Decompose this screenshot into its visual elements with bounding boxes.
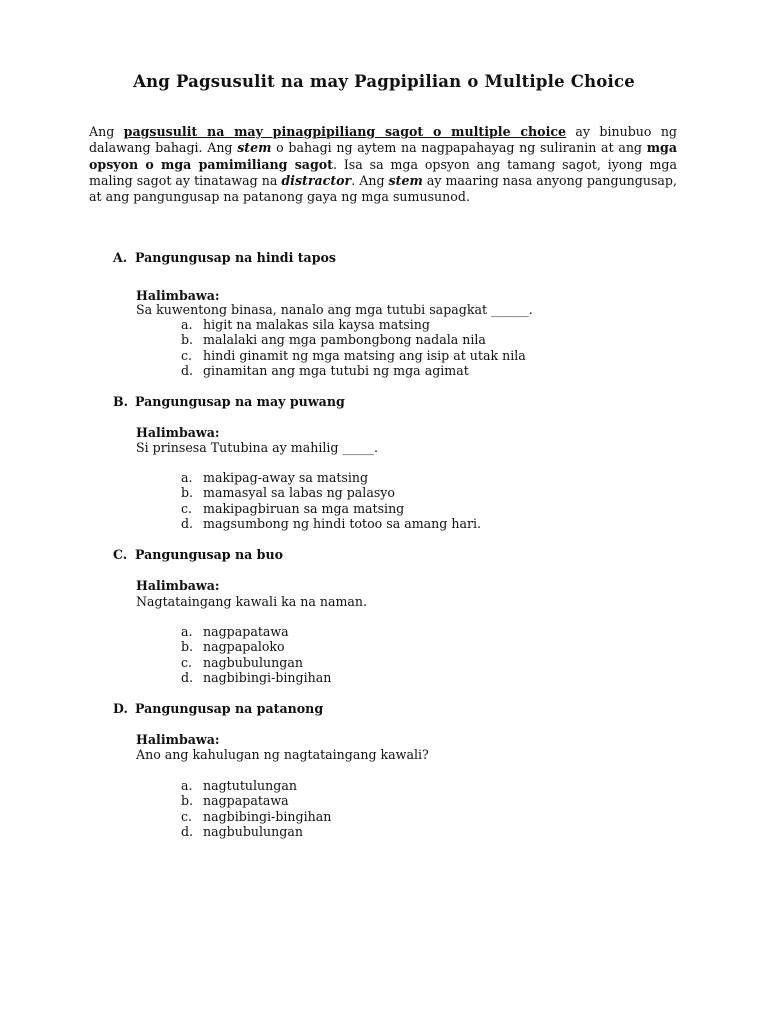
option-letter: b. [181,332,194,348]
option-text: nagbubulungan [203,654,303,670]
intro-text: ay maaring nasa anyong pangungusap, at ang pangungusap na patanong gaya ng mga sumusunod. [89,172,677,205]
intro-text: o bahagi ng aytem na nagpapahayag ng suliranin at ang [271,140,647,156]
section-a-options [181,317,526,378]
option-item [181,778,331,793]
option-text: nagpapatawa [203,624,289,639]
option-text: nagbubulungan [203,823,303,839]
section-c-example-label: Halimbawa: [136,578,220,593]
section-letter: A. [113,250,128,265]
section-d-heading [113,701,323,716]
intro-paragraph [89,124,677,205]
section-a-stem: Sa kuwentong binasa, nanalo ang mga tutubi sapagkat ______. [136,302,533,317]
section-d-example-label: Halimbawa: [136,732,220,747]
option-item [181,670,331,685]
section-d-options [181,778,331,839]
option-text: higit na malakas sila kaysa matsing [203,317,430,332]
intro-text: Ang [89,124,124,139]
option-letter: c. [181,500,193,516]
option-item [181,516,481,531]
intro-term-multiple-choice: pagsusulit na may pinagpipiliang sagot o multiple choice [123,124,567,139]
section-b-stem: Si prinsesa Tutubina ay mahilig _____. [136,440,378,455]
intro-text: . Ang [351,172,389,188]
option-text: makipagbiruan sa mga matsing [203,500,405,516]
intro-term-stem: stem [237,140,272,156]
section-title: Pangungusap na patanong [135,701,324,716]
option-letter: d. [181,515,194,531]
option-item [181,824,331,839]
option-letter: c. [181,808,193,824]
option-text: nagbibingi-bingihan [203,669,332,685]
section-d-stem: Ano ang kahulugan ng nagtataingang kawali? [136,747,429,762]
option-item [181,639,331,654]
section-letter: C. [113,547,128,562]
section-b-heading [113,394,345,409]
option-letter: b. [181,485,194,501]
section-c-stem: Nagtataingang kawali ka na naman. [136,594,368,609]
intro-text: ay binubuo ng dalawang bahagi. Ang [89,124,677,156]
option-letter: a. [181,317,193,332]
section-a-example-label: Halimbawa: [136,288,220,303]
option-item [181,348,526,363]
option-item [181,624,331,639]
option-letter: a. [181,778,193,793]
intro-term-options: mga opsyon o mga pamimiliang sagot [89,140,677,172]
option-letter: c. [181,654,193,670]
option-text: hindi ginamit ng mga matsing ang isip at utak nila [203,347,526,363]
option-item [181,470,481,485]
option-text: nagbibingi-bingihan [203,808,332,824]
option-letter: d. [181,823,194,839]
option-letter: d. [181,669,194,685]
section-b-example-label: Halimbawa: [136,425,220,440]
option-letter: d. [181,362,194,378]
option-letter: a. [181,624,193,639]
option-item [181,793,331,808]
option-letter: c. [181,347,193,363]
section-b-options [181,470,481,531]
option-text: nagpapaloko [203,639,285,655]
option-item [181,501,481,516]
option-text: malalaki ang mga pambongbong nadala nila [203,332,486,348]
option-item [181,332,526,347]
option-letter: a. [181,470,193,485]
section-a-heading [113,250,336,265]
option-text: ginamitan ang mga tutubi ng mga agimat [203,362,469,378]
section-c-heading [113,547,283,562]
option-text: mamasyal sa labas ng palasyo [203,485,396,501]
option-item [181,363,526,378]
option-item [181,485,481,500]
section-title: Pangungusap na hindi tapos [135,250,337,265]
section-letter: B. [113,394,129,409]
option-text: magsumbong ng hindi totoo sa amang hari. [203,515,482,531]
option-text: nagpapatawa [203,793,289,809]
option-item [181,809,331,824]
intro-text: . Isa sa mga opsyon ang tamang sagot, iyong mga maling sagot ay tinatawag na [89,156,677,188]
section-title: Pangungusap na may puwang [135,394,345,409]
option-text: nagtutulungan [203,778,297,793]
option-letter: b. [181,639,194,655]
intro-term-stem: stem [388,172,423,188]
page-title: Ang Pagsusulit na may Pagpipilian o Multiple Choice [133,72,635,91]
option-item [181,317,526,332]
option-item [181,655,331,670]
option-letter: b. [181,793,194,809]
option-text: makipag-away sa matsing [203,470,369,485]
intro-term-distractor: distractor [281,172,352,188]
section-c-options [181,624,331,685]
section-letter: D. [113,701,128,716]
section-title: Pangungusap na buo [135,547,284,562]
